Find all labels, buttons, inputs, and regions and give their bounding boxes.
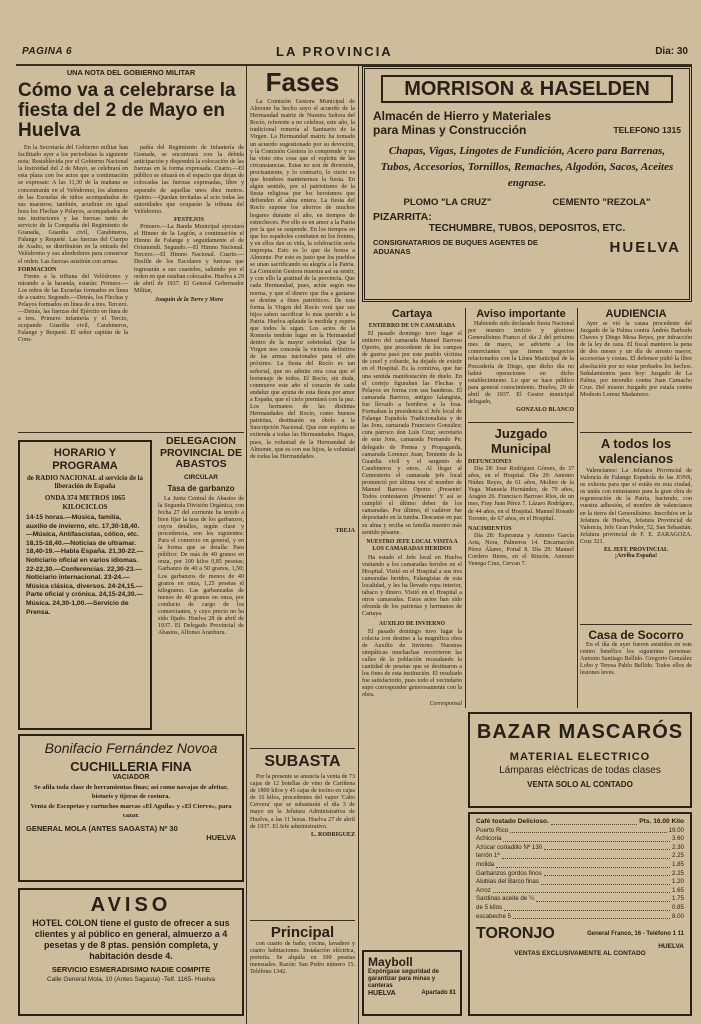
- price-item-value: 19.00: [668, 826, 684, 834]
- price-row: [476, 852, 684, 861]
- article-body: Valencianos: La Jefatura Provincial de Valencia de Falange Española de las JONS, os exhorta para que si estáis en esta ciudad, os unáis con entusiasmo para la gran obra de regeneración de la Patria, haciendo, con vuestra adhesión, el nombre de valencianos en la tierra del Generalísimo. Inscribíos en la Jefatura de Huelva, Jefatura Provincial de Valencia, Jefe Gran Poder, 52, San Sebastián. Jefatura provincial de F. E. ZARAGOZA. Cruz 321.: [580, 468, 692, 545]
- ad-text: Expóngase seguridad de garantizar para minas y canteras: [368, 969, 440, 989]
- gobierno-article: [18, 66, 244, 428]
- price-item-name: Puerto Rico: [476, 826, 509, 834]
- ad-cemento: CEMENTO "REZOLA": [552, 197, 651, 208]
- price-item-name: Achicoria: [476, 835, 502, 843]
- ad-title: Principal: [270, 924, 335, 941]
- ad-sub: VACIADOR: [112, 774, 150, 781]
- ad-name: Bonifacio Fernández Novoa: [44, 740, 218, 756]
- fases-signature: TREJA: [335, 528, 355, 534]
- horario-sub: de RADIO NACIONAL al servicio de la liberación de España: [27, 475, 143, 490]
- price-row: [476, 827, 684, 836]
- price-item-name: Sardinas aceite de ¼: [476, 895, 535, 903]
- price-item-name: terrón 1ª: [476, 852, 500, 860]
- ad-pizarrita: PIZARRITA:: [373, 211, 432, 223]
- paper-name: LA PROVINCIA: [276, 44, 393, 59]
- ad-name: Mayboll: [368, 955, 413, 969]
- circular-label: CIRCULAR: [184, 473, 218, 481]
- ad-phone: TELEFONO 1315: [613, 125, 681, 135]
- article-jefe: EL JEFE PROVINCIAL: [603, 547, 668, 554]
- article-body: Primero.—La Banda Municipal ejecutará el Himno de la Legión, a continuación el Himno de Falange y seguidamente el de Oriamendi. Segundo.—El Himno Nacional. Tercero.—El Himno Nacional. Cuarto.—Desfile de los Escolares y fuerzas que regresarán a sus cuarteles, saliendo por el orden en que estaban colocados. Huelva a 29 de abril de 1937. El General Gobernador Militar,: [134, 223, 244, 294]
- price-item-name: molida: [476, 860, 495, 868]
- price-item-value: 1.65: [671, 886, 684, 894]
- morrison-ad: [362, 66, 692, 302]
- ad-servicio: SERVICIO ESMERADISIMO NADIE COMPITE: [51, 965, 211, 974]
- price-row: [476, 835, 684, 844]
- ad-consig: CONSIGNATARIOS DE BUQUES AGENTES DE ADUANAS: [373, 238, 538, 256]
- ad-title: AVISO: [90, 894, 172, 916]
- ad-city: HUELVA: [368, 990, 396, 997]
- article-body: Frente a la tribuna del Velódromo y mirando a la baranda, estarán: Primero.—Los niños de las Escuelas formados en línea de a cuatro. Segundo.—Detrás, los Flechas y Pelayos formados en línea de a tres. Tercero.—Detrás, las fuerzas del Ejército en línea de a tres. Primero infantería y el Tercio, ocupando Guardia civil, Carabineros, Falange y Requeté. El señor capitán de la Com-: [18, 273, 128, 344]
- ad-city: HUELVA: [206, 833, 236, 842]
- ad-products: Chapas, Vigas, Lingotes de Fundición, Acero para Barrenas, Tubos, Accesorios, Tornillos, Remaches, Algodón, Sacos, Aceites engrase.: [380, 145, 674, 189]
- price-row: [476, 861, 684, 870]
- horario-title: HORARIO Y PROGRAMA: [52, 447, 118, 472]
- article-body: La Junta Central de Abastos de la Segunda División Orgánica, con fecha 27 del corriente ha tenido a bien fijar la tasa de los garbanzos, cuyos detalles, según clase y procedencia, son los siguientes: Para el comercio en general, y en la forma que se detalla: Para público: De más de 40 granos en onza, por 100 kilos 0,85 pesetas; Garbanzo de 40 a 50 granos, 1,50; Los garbanzos de menos de 40 granos en onza, 1,25 pesetas el kilogramo. Las garbanzadas de menos de 40 granos en onza, por conducto de cargo de los comerciantes, y cuyo precio no ha sido fijado. Huelva 28 de abril de 1937. El Delegado Provincial de Abastos, Alfonso Aranburu.: [158, 495, 244, 637]
- article-title: A todos los valencianos: [598, 436, 674, 466]
- ad-line: MATERIAL ELECTRICO: [509, 751, 651, 763]
- price-item-name: Arroz: [476, 886, 491, 894]
- masthead-date: Dia: 30: [655, 46, 688, 57]
- price-item-value: 2.30: [671, 843, 684, 851]
- price-item-name: de 5 kilos: [476, 903, 503, 911]
- price-list: [476, 827, 684, 922]
- article-title: Juzgado Municipal: [491, 426, 551, 456]
- price-item-name: escabeche 5: [476, 912, 512, 920]
- ad-address: General Franco, 16 - Teléfono 1 11: [587, 931, 684, 938]
- principal-ad: [250, 920, 355, 1016]
- article-body: En el día de ayer fueron asistidos en este centro benéfico los siguientes personas: Antonio Santiago Bellido. Gregorio González Lobo y Teresa Pablo Bellido. Todos ellos de lesiones leves.: [580, 642, 692, 677]
- article-body: Día 28: Esperanza y Antonio García Aria, Nora, Palmeros 14. Encarnación Pérez Álamo, Portal 8. Día 29: Manuel Cordero Heres, en el Rincón. Antonio Venega Cruz, Cervan 7.: [468, 532, 574, 568]
- ad-line: VENTA SOLO AL CONTADO: [527, 780, 633, 789]
- article-body: El pasado domingo tuvo lugar el entierro del camarada Manuel Barroso Oporto, que procedente de los campos de guerra pasó por este pueblo víctima de cruel y cobarde, ha dejado de existir en el Hospital. Es la comitiva, que fue una sentida manifestación de duelo. En el cortejo figuraban las Flechas y Pelayos en forma con sus banderas. El camarada Barroso, antiguo falangista, fue llevado a hombros a la fosa. Formaban la presidencia el Jefe local de Falange Española Tradicionalista y de las Jons, camarada Francisco González; cura párroco don Luis Cruz; secretario de esta Jons, camarada Fernando Pe; delegado de Prensa y Propaganda, camarada Lorenzo Juan; Teniente de la Guardia civil y el sargento de Carabineros y otros. Al llegar al Cementerio el camarada jefe local pronunció por última vez el nombre de Manuel Barroso Oporto ¡Presente! Todos contestaron ¡Presente! Y así se cumplió el último deber de los camaradas. Por último, el cadáver fue depositado en la tumba. Descanse en paz su alma y reciba su familia nuestro más sentido pésame.: [362, 331, 462, 536]
- article-body: El pasado domingo tuvo lugar la colecta con destino a la magnífica obra de Auxilio de Invierno. Nuestras simpáticas muchachas recorrieron las calles de la población recaudando la cantidad de pesetas que se destinaron a los fines de esta institución. El resultado fue satisfactorio, pues todo el vecindario supo corresponder generosamente con la obra.: [362, 628, 462, 699]
- ad-address: GENERAL MOLA (ANTES SAGASTA) Nº 30: [26, 824, 178, 833]
- price-item-value: 1.75: [671, 895, 684, 903]
- bonifacio-ad: [18, 734, 244, 882]
- aviso-importante: [468, 308, 574, 418]
- socorro-article: [580, 624, 692, 708]
- ad-text: Se afila toda clase de herramientas finas; así como navajas de afeitar, bisturís y tijeras de costura.: [34, 784, 228, 800]
- ad-name: MORRISON & HASELDEN: [381, 75, 673, 103]
- horario-wave: ONDA 374 METROS 1065 KILOCICLOS: [44, 494, 126, 511]
- horario-text: 14-15 horas.—Música, familia, auxilio de invierno, etc. 17,30-18,40.—Música, Antifascistas, cólico, etc. 18,15-18,40.—Noticias de ultramar. 18,40-19.—Habla España. 21,30-22.—Noticiario oficial en varios idiomas. 22-22,30.—Conferencias. 22,30-23.—Noticiario internacional. 23-24.—Música clásica, diversos. 24-24,15.—Parte oficial y crónica. 24,15-24,30.—Música. 24,30-1,00.—Servicio de Prensa.: [26, 514, 144, 616]
- aviso-colon-ad: [18, 888, 244, 1016]
- price-unit: Pts. 16.00 Kilo: [639, 818, 684, 825]
- ad-trade: CUCHILLERIA FINA: [70, 759, 192, 774]
- article-kicker: AUXILIO DE INVIERNO: [378, 620, 446, 627]
- signature: Joaquín de la Torre y Mora: [155, 296, 223, 303]
- section-title: NACIMIENTOS: [468, 525, 512, 532]
- article-kicker: ENTIERRO DE UN CAMARADA: [368, 323, 456, 329]
- article-title: DELEGACION PROVINCIAL DE ABASTOS: [159, 436, 243, 470]
- article-body: Por la presente se anuncia la venta de 73 cajas de 12 botellas de vino de Cariñena de 1800 kilos y 45 cajas de tocino en cajas de 16 kilos, procedentes del vapor 'Cabo Cervera' que se subastarán el día 3 de mayo en la Jefatura Administrativa de Huelva, a las 11 horas. Huelva 27 de abril de 1937. El Jefe administrativo.: [250, 774, 355, 830]
- article-headline: Cómo va a celebrarse la fiesta del 2 de Mayo en Huelva: [18, 80, 236, 141]
- article-body: Ayer se vió la causa procedente del Juzgado de la Palma contra Andrés Barbudo Chaves y Diego Mesa Reyes, por infracción de la ley de caza. El fiscal mantuvo la pena de dos meses y un día de arresto mayor, accesorias y costas. El defensor pidió la libre absolución por no estar probados los hechos. Señalamientos para hoy: Juzgado de La Palma, por incendio contra Juan Camacho Cruz. Del mismo Juzgado por estafa contra Modesto Lorenz Madamoro.: [580, 321, 692, 398]
- price-label: Café tostado Delicioso.: [476, 818, 549, 825]
- article-kicker: UNA NOTA DEL GOBIERNO MILITAR: [66, 68, 196, 77]
- mayboll-ad: [362, 950, 462, 1016]
- ad-name: BAZAR MASCARÓS: [476, 721, 684, 743]
- valencianos-article: [580, 432, 692, 620]
- bazar-ad: [468, 712, 692, 808]
- cartaya-article: [362, 308, 462, 1020]
- ad-line: Almacén de Hierro y Materiales: [373, 109, 552, 123]
- price-item-value: 0.85: [671, 903, 684, 911]
- article-body: La Comisión Gestora Municipal de Almonte ha hecho suyo el acuerdo de la Hermandad matriz de Nuestra Señora del Rocío, referente a no celebrar, este año, la tradicional romería al Santuario de la Virgen. La Hermandad matriz ha tomado un acuerdo sugestionado por su devoción, y la Comisión Gestora lo comprende y no ha visto otra cosa que el espíritu de las circunstancias. Estas no son de diversión, precisamente, y lo contrario, lo cierto es que hombres mantenemos la fiesta. En algún sentido, por el patriotismo de la fiesta religiosa por los heroísmos que defienden el alma entera. La fiesta del Rocío supone los ahorros de muchos hogares durante el año, en tiempos de estrecheces. Por ello es en amor a la Patria por la que se suspende. En los tiempos en que los españoles combaten en los frentes, y en ellos dan su vida, la celebración sería impropia. Esto es lo que da honra a Almonte. Por esto es justo que los pueblos se unan sacrificando su alegría a la Patria. La Comisión Gestora muestra así su sentir, y con ello la gratitud de la provincia. Que cada Hermandad, pues, actúe según esa norma, y que el dinero que iba a gastarse se destine a fines patrióticos. De esta forma la Virgen del Rocío verá que sus hijos saben sacrificar lo más querido a la Patria. Huelva aplaude la medida y espera que todos la sigan. Los actos de la Romería tendrán lugar en la Hermandad dentro de la mayor sobriedad. Que la Virgen nos conceda la victoria definitiva de las armas nacionales para el año próximo. La fiesta del Rocío es tan señorial, que no admite otra cosa que el homenaje de todos. El Rocío, sin duda, conmueve este año el corazón de cada andaluz que ayuna de esta fiesta por amor a España, que el cielo premiará con la paz. Los hermanos de las distintas Hermandades del Rocío, como buenos patriotas, destinarán su óbolo a la Suscripción Nacional. Que este espíritu se extienda a todas las Hermandades. Hagan, pues, la voluntad de la Hermandad de Almonte, que es con sus hijos, la voluntad de todas las Hermandades.: [250, 99, 355, 460]
- article-body: Habiendo sido declarado fiesta Nacional por nuestro invicto y glorioso Generalísimo Franco el día 2 del próximo mes de mayo, se advierte a los comerciantes que tienen negocios relacionados con la Línea Municipal de la Pescadería de Diego, que dicho día no habrá operaciones en dicho establecimiento. Lo que se hace público para general conocimiento. Huelva, 29 de abril de 1937. El Gestor municipal delegado,: [468, 321, 574, 406]
- ad-address: Calle General Mola, 10 (Antes Sagasta) -Telf. 1165- Huelva: [47, 976, 215, 983]
- article-body: En la Secretaría del Gobierno militar han facilitado ayer a los periodistas la siguiente nota: Restablecida por el Gobierno Nacional la festividad del 2 de Mayo, se celebrará en esta plaza con los actos que a continuación se expresan: A las 11,30 de la mañana se concentrarán en el Velódromo, los alumnos de las Escuelas de niños acompañados de sus maestros; también, acudirán en igual hora los Flechas y Pelayos, acompañados de sus instructores y las fuerzas tanto de servicio de la Compañía del Regimiento de Granada, Guardia civil, Carabineros, Falange y Requeté. Las fuerzas del Cuerpo de Asalto, se distribuirán en la entrada del Velódromo y sus alrededores para conservar el orden. Las fuerzas asistirán con armas.: [18, 145, 128, 265]
- price-item-name: Garbanzos gordos finos: [476, 869, 542, 877]
- section-title: FESTEJOS: [173, 216, 204, 223]
- price-row: [476, 844, 684, 853]
- price-item-name: Azúcar cortadillo Nº 130: [476, 843, 543, 851]
- article-title: Aviso importante: [476, 308, 566, 320]
- price-item-value: 2.25: [671, 852, 684, 860]
- price-row: [476, 887, 684, 896]
- signature: Corresponsal: [429, 700, 462, 707]
- article-title: AUDIENCIA: [605, 308, 667, 320]
- section-title: FORMACION: [18, 266, 57, 273]
- masthead: [16, 44, 692, 64]
- article-title: Casa de Socorro: [588, 628, 684, 642]
- ad-box: Apartado 81: [421, 990, 456, 996]
- ad-text: HOTEL COLON tiene el gusto de ofrecer a sus clientes y al público en general, almuerzo a 4 pesetas y de 8 ptas. pensión completa, y habitación desde 4.: [32, 918, 230, 961]
- price-item-value: 1.85: [671, 860, 684, 868]
- ad-name: TORONJO: [476, 925, 555, 943]
- ad-text: Venta de Escopetas y cartuchos marcas «El Aguila» y «El Ciervo», para cazar.: [30, 803, 232, 819]
- subasta-article: [250, 748, 355, 912]
- signature: GONZALO BLANCO: [516, 407, 574, 414]
- ad-city: HUELVA: [658, 943, 684, 951]
- price-item-value: 8.00: [671, 912, 684, 920]
- price-row: [476, 870, 684, 879]
- fases-article: [250, 66, 355, 528]
- section-title: DEFUNCIONES: [468, 459, 512, 465]
- price-row: [476, 913, 684, 922]
- price-item-value: 2.25: [671, 869, 684, 877]
- price-item-name: Alubias del Barco finas: [476, 878, 539, 886]
- ad-text: con cuarto de baño, cocina, lavadero y cuatro habitaciones. Instalación eléctrica, portería. Se alquila en 100 pesetas mensuales. Razón: San Pedro número 15. Teléfono 1342.: [250, 941, 355, 976]
- horario-box: [18, 440, 152, 730]
- delegacion-article: [158, 436, 244, 728]
- ad-city: HUELVA: [609, 238, 681, 256]
- price-row: [476, 895, 684, 904]
- juzgado-article: [468, 422, 574, 708]
- ad-footer: VENTAS EXCLUSIVAMENTE AL CONTADO: [514, 950, 646, 958]
- ad-techumbre: TECHUMBRE, TUBOS, DEPOSITOS, ETC.: [428, 223, 626, 234]
- signature: L. RODRIGUEZ: [310, 831, 355, 838]
- article-body: pañía del Regimiento de Infantería de Granada, se encontrará con la debida anticipación y dispondrá la colocación de las fuerzas en la forma expresada. Cuarto.—El público se situará en el espacio que dejan de colocadas las fuerzas expresadas, libre y separado de aquellas unos diez metros. Quinto.—Quedan invitadas al acto todas las autoridades que ocuparán la tribuna del Velódromo.: [134, 145, 244, 215]
- article-body: Día 28: José Rodríguez Gómez, de 37 años, en el Hospital. Día 29: Antonio Núñez Reyes, de 61 años, Molino de la Vega. Manuela Hernández, de 79 años, Aragón 26. Francisco Barroso Ríos, de un mes, Fray Juan Pérez 7. Lázaro Rodríguez, de 44 años, en el Hospital. Manuel Rosado Toronto, de 67 años, en el Hospital.: [468, 466, 574, 522]
- audiencia-article: [580, 308, 692, 428]
- article-title: Fases: [265, 67, 340, 97]
- price-item-value: 1.20: [671, 878, 684, 886]
- article-body: Ha estado el Jefe local en Huelva visitando a los camaradas heridos en el Hospital. Visitó en el Hospital a sus tres camaradas heridos, Falangistas de esta localidad, y les ha llevado ropa interior, tabaco y dinero. Visitó en el Hospital a otros camaradas. Estos actos han sido ofrenda de los patriotas y hermanos de Cartaya.: [362, 554, 462, 618]
- page-number: PAGINA 6: [22, 46, 73, 57]
- toronjo-ad: [468, 812, 692, 1016]
- ad-line: Lámparas eléctricas de todas clases: [499, 765, 661, 776]
- ad-plomo: PLOMO "LA CRUZ": [403, 197, 492, 208]
- article-kicker: NUESTRO JEFE LOCAL VISITA A LOS CAMARADAS HERIDOS: [366, 538, 458, 552]
- article-title: SUBASTA: [264, 753, 341, 770]
- price-row: [476, 904, 684, 913]
- price-item-value: 3.60: [671, 835, 684, 843]
- ad-line: para Minas y Construcción: [373, 123, 527, 137]
- price-row: [476, 878, 684, 887]
- article-subtitle: Tasa de garbanzo: [167, 483, 235, 493]
- article-arriba: ¡Arriba España!: [614, 553, 658, 560]
- article-title: Cartaya: [391, 308, 433, 320]
